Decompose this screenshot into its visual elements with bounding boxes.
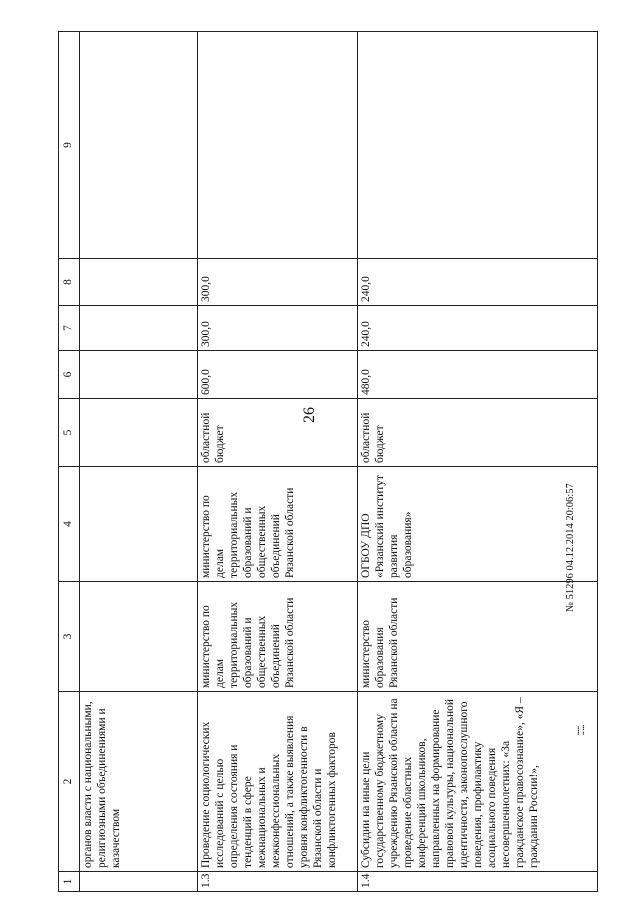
col-header-8: 8: [59, 259, 80, 306]
cell-name: Проведение социологических исследований с целью определения состояния и тенденций в сфере межнациональных и межконфессиональных отношений, а также выявления уровня конфликтогенности в Рязанской области и конфликтогенных факторов: [198, 692, 358, 872]
cell-executor: ОГБОУ ДПО «Рязанский институт развития образования»: [358, 467, 598, 582]
cell-year2: 300,0: [198, 259, 358, 306]
cell-num: 1.4: [358, 872, 598, 892]
cell-num: [80, 872, 198, 892]
cell-year1: 240,0: [358, 306, 598, 351]
cell-coordinator: министерство по делам территориальных образований и общественных объединений Рязанской области: [198, 582, 358, 692]
rotated-table-container: [58, 32, 598, 892]
table-row: [80, 32, 198, 892]
column-number-row: [59, 32, 80, 892]
col-header-2: 2: [59, 692, 80, 872]
cell-total: 600,0: [198, 351, 358, 399]
col-header-1: 1: [59, 872, 80, 892]
cell-year2: 240,0: [358, 259, 598, 306]
cell-executor: [80, 467, 198, 582]
program-table: [58, 31, 598, 892]
col-header-6: 6: [59, 351, 80, 399]
cell-executor: министерство по делам территориальных образований и общественных объединений Рязанской области: [198, 467, 358, 582]
cell-year2: [80, 259, 198, 306]
cell-year1: 300,0: [198, 306, 358, 351]
table-row: [198, 32, 358, 892]
registration-stamp: № 51296 04.12.2014 20:06:57: [565, 483, 576, 612]
table-row: [358, 32, 598, 892]
col-header-7: 7: [59, 306, 80, 351]
col-header-9: 9: [59, 32, 80, 259]
col-header-5: 5: [59, 399, 80, 467]
cell-result: [198, 32, 358, 259]
page-number: 26: [301, 407, 318, 423]
cell-total: 480,0: [358, 351, 598, 399]
cell-name: Субсидии на иные цели государственному бюджетному учреждению Рязанской области на проведение областных конференций школьников, направленных на формирование правовой культуры, национальной идентичности, законопослушного поведения, профилактику асоциального поведения несовершеннолетних: «За гражданское правосознание», «Я – гражданин России!»,: [358, 692, 598, 872]
cell-name: органов власти с национальными, религиозными объединениями и казачеством: [80, 692, 198, 872]
cell-year1: [80, 306, 198, 351]
cell-source: [80, 399, 198, 467]
cell-result: [80, 32, 198, 259]
cell-source: областной бюджет: [358, 399, 598, 467]
col-header-4: 4: [59, 467, 80, 582]
cell-num: 1.3: [198, 872, 358, 892]
cell-result: [358, 32, 598, 259]
stamp-logo: ▪▪▪▪▪ ▪▪ ▪▪▪: [577, 724, 587, 735]
cell-total: [80, 351, 198, 399]
col-header-3: 3: [59, 582, 80, 692]
cell-source: областной бюджет: [198, 399, 358, 467]
cell-coordinator: министерство образования Рязанской области: [358, 582, 598, 692]
cell-coordinator: [80, 582, 198, 692]
